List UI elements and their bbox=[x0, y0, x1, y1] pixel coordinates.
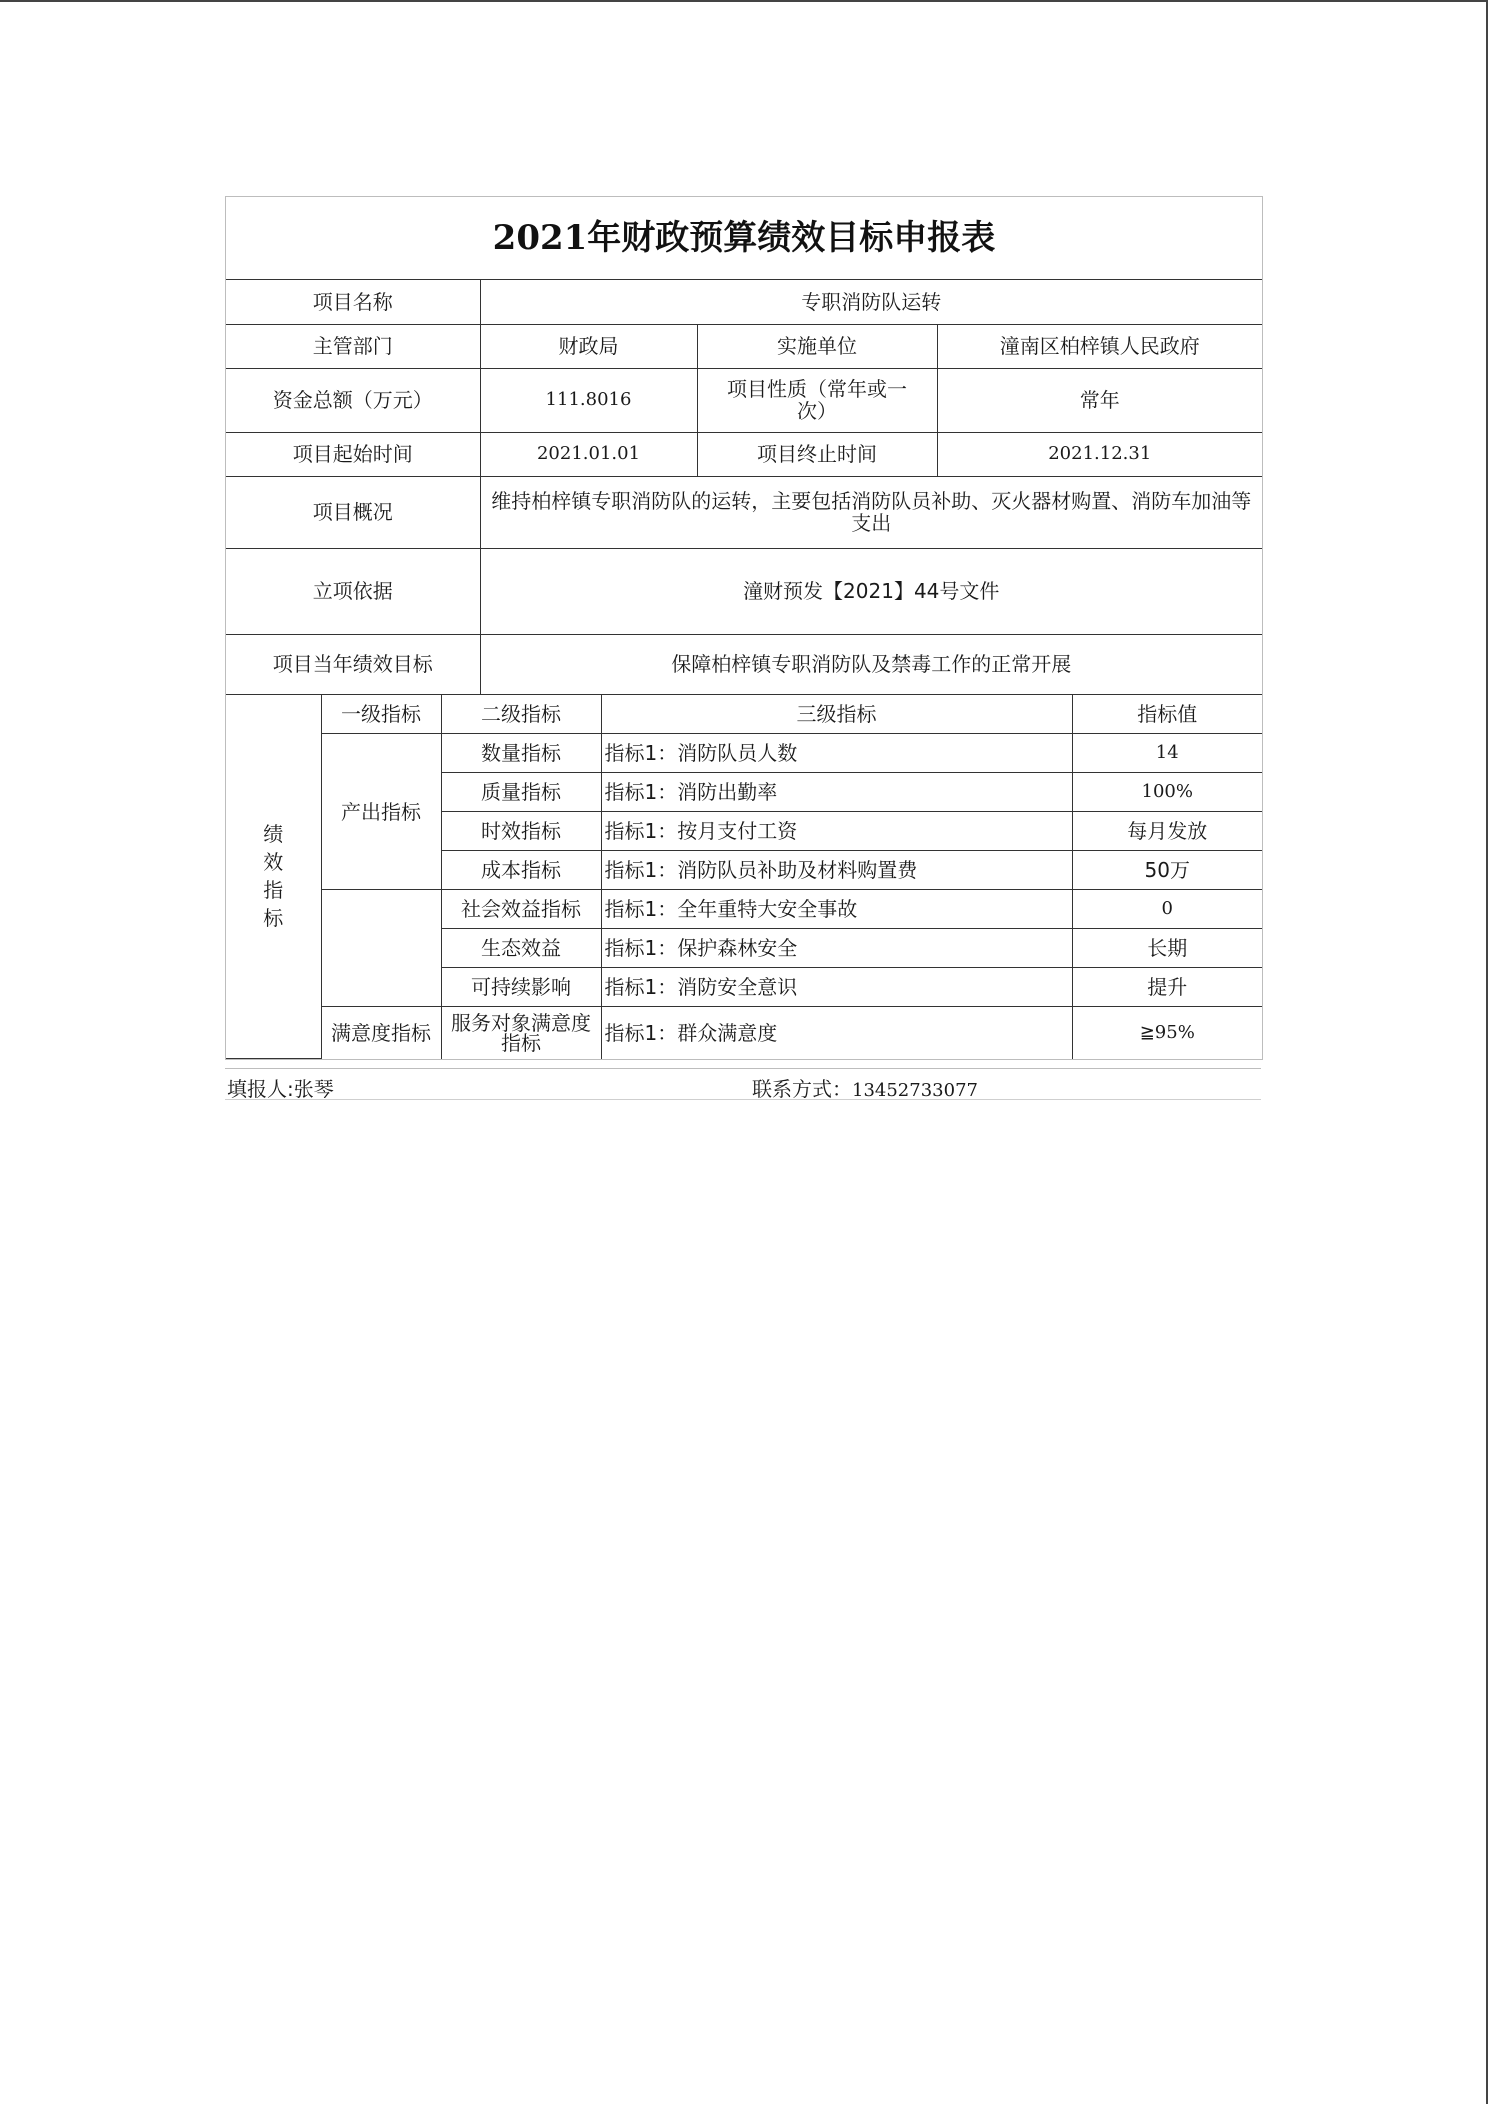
value-cell: 长期 bbox=[1072, 929, 1262, 968]
value-cell: 100% bbox=[1072, 773, 1262, 812]
level2-cell: 生态效益 bbox=[441, 929, 601, 968]
level3-cell: 指标1：消防出勤率 bbox=[601, 773, 1072, 812]
level3-cell: 指标1：全年重特大安全事故 bbox=[601, 890, 1072, 929]
end-date-label: 项目终止时间 bbox=[697, 432, 937, 476]
indicator-row bbox=[226, 734, 1262, 773]
level2-cell: 服务对象满意度指标 bbox=[441, 1007, 601, 1059]
level2-cell: 社会效益指标 bbox=[441, 890, 601, 929]
header-level1: 一级指标 bbox=[321, 695, 441, 734]
indicator-row bbox=[226, 890, 1262, 929]
effect-indicator-blank bbox=[321, 890, 441, 1007]
row-department bbox=[226, 324, 1262, 368]
row-fund bbox=[226, 368, 1262, 432]
indicator-header-row bbox=[226, 695, 1262, 734]
project-nature-label: 项目性质（常年或一次） bbox=[697, 368, 937, 432]
project-info-table bbox=[226, 280, 1262, 695]
project-nature-value: 常年 bbox=[937, 368, 1262, 432]
performance-indicator-side-label: 绩 效 指 标 bbox=[226, 695, 321, 1059]
output-indicator-label: 产出指标 bbox=[321, 734, 441, 890]
row-dates bbox=[226, 432, 1262, 476]
overview-label: 项目概况 bbox=[226, 476, 480, 548]
start-date-label: 项目起始时间 bbox=[226, 432, 480, 476]
implementing-unit-label: 实施单位 bbox=[697, 324, 937, 368]
project-name-value: 专职消防队运转 bbox=[480, 280, 1262, 324]
basis-value: 潼财预发【2021】44号文件 bbox=[480, 548, 1262, 634]
row-project-name bbox=[226, 280, 1262, 324]
goal-value: 保障柏梓镇专职消防队及禁毒工作的正常开展 bbox=[480, 634, 1262, 694]
level3-cell: 指标1：消防安全意识 bbox=[601, 968, 1072, 1007]
header-level3: 三级指标 bbox=[601, 695, 1072, 734]
department-label: 主管部门 bbox=[226, 324, 480, 368]
value-cell: 提升 bbox=[1072, 968, 1262, 1007]
level2-cell: 成本指标 bbox=[441, 851, 601, 890]
level3-cell: 指标1：消防队员人数 bbox=[601, 734, 1072, 773]
department-value: 财政局 bbox=[480, 324, 697, 368]
level3-cell: 指标1：消防队员补助及材料购置费 bbox=[601, 851, 1072, 890]
level2-cell: 时效指标 bbox=[441, 812, 601, 851]
filler-name: 填报人:张琴 bbox=[227, 1077, 334, 1101]
overview-value: 维持柏梓镇专职消防队的运转，主要包括消防队员补助、灭火器材购置、消防车加油等支出 bbox=[480, 476, 1262, 548]
fund-total-label: 资金总额（万元） bbox=[226, 368, 480, 432]
level2-cell: 可持续影响 bbox=[441, 968, 601, 1007]
report-form bbox=[225, 196, 1263, 1060]
level3-cell: 指标1：保护森林安全 bbox=[601, 929, 1072, 968]
satisfaction-indicator-label: 满意度指标 bbox=[321, 1007, 441, 1059]
project-name-label: 项目名称 bbox=[226, 280, 480, 324]
indicator-table bbox=[226, 695, 1262, 1060]
row-goal bbox=[226, 634, 1262, 694]
fund-total-value: 111.8016 bbox=[480, 368, 697, 432]
end-date-value: 2021.12.31 bbox=[937, 432, 1262, 476]
value-cell: 50万 bbox=[1072, 851, 1262, 890]
goal-label: 项目当年绩效目标 bbox=[226, 634, 480, 694]
value-cell: 0 bbox=[1072, 890, 1262, 929]
value-cell: 14 bbox=[1072, 734, 1262, 773]
row-basis bbox=[226, 548, 1262, 634]
level3-cell: 指标1：按月支付工资 bbox=[601, 812, 1072, 851]
contact-label: 联系方式： bbox=[752, 1077, 852, 1101]
contact-info bbox=[752, 1073, 978, 1102]
row-overview bbox=[226, 476, 1262, 548]
level2-cell: 质量指标 bbox=[441, 773, 601, 812]
form-title: 2021年财政预算绩效目标申报表 bbox=[226, 197, 1262, 280]
header-value: 指标值 bbox=[1072, 695, 1262, 734]
level3-cell: 指标1：群众满意度 bbox=[601, 1007, 1072, 1059]
form-footer bbox=[225, 1068, 1261, 1100]
page-border-top bbox=[0, 0, 1488, 2]
value-cell: ≧95% bbox=[1072, 1007, 1262, 1059]
basis-label: 立项依据 bbox=[226, 548, 480, 634]
implementing-unit-value: 潼南区柏梓镇人民政府 bbox=[937, 324, 1262, 368]
level2-cell: 数量指标 bbox=[441, 734, 601, 773]
contact-phone: 13452733077 bbox=[852, 1080, 978, 1101]
header-level2: 二级指标 bbox=[441, 695, 601, 734]
start-date-value: 2021.01.01 bbox=[480, 432, 697, 476]
indicator-row bbox=[226, 1007, 1262, 1059]
value-cell: 每月发放 bbox=[1072, 812, 1262, 851]
